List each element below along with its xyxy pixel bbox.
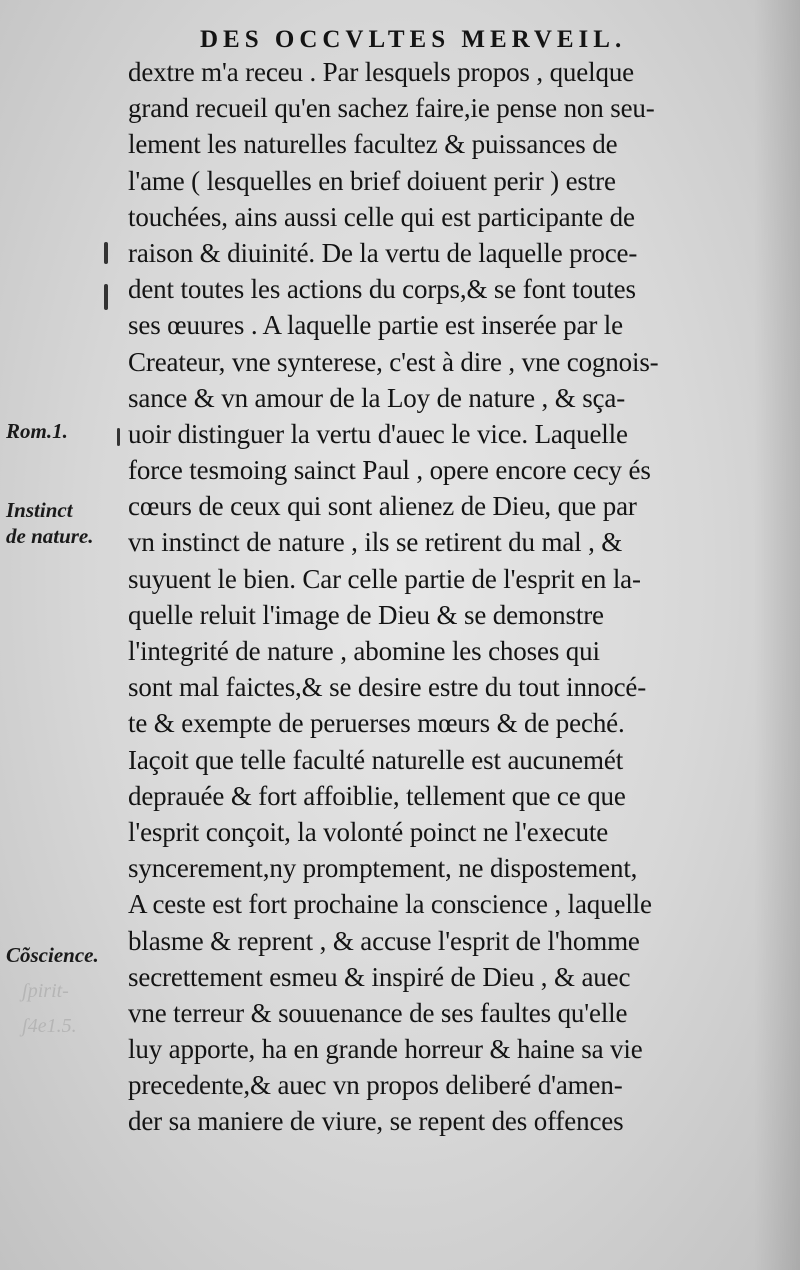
margin-bracket-mark [104, 242, 108, 264]
margin-note-instinct-line-2: de nature. [6, 524, 94, 548]
text-line: sance & vn amour de la Loy de nature , & sça- [128, 382, 626, 413]
text-line: raison & diuinité. De la vertu de laquelle proce- [128, 237, 638, 268]
text-line: der sa maniere de viure, se repent des offences [128, 1106, 624, 1137]
text-line: deprauée & fort affoiblie, tellement que ce que [128, 780, 626, 811]
text-line: Iaçoit que telle faculté naturelle est aucunemét [128, 744, 624, 775]
running-head: DES OCCVLTES MERVEIL. [200, 26, 627, 53]
margin-bracket-mark [117, 428, 120, 446]
bleed-through-text: ʃpirit- [22, 980, 69, 1002]
text-line: l'esprit conçoit, la volonté poinct ne l'execute [128, 816, 609, 847]
text-line: luy apporte, ha en grande horreur & haine sa vie [128, 1034, 643, 1065]
text-line: syncerement,ny promptement, ne dispostement, [128, 853, 638, 884]
text-line: blasme & reprent , & accuse l'esprit de l'homme [128, 925, 640, 956]
text-line: quelle reluit l'image de Dieu & se demonstre [128, 599, 604, 630]
text-line: uoir distinguer la vertu d'auec le vice. Laquelle [128, 418, 628, 449]
text-line: vne terreur & souuenance de ses faultes qu'elle [128, 997, 628, 1028]
text-line: ses œuures . A laquelle partie est inserée par le [128, 310, 623, 341]
text-line: A ceste est fort prochaine la conscience , laquelle [128, 889, 652, 920]
text-line: precedente,& auec vn propos deliberé d'amen- [128, 1070, 623, 1101]
text-line: dent toutes les actions du corps,& se font toutes [128, 274, 636, 305]
margin-note-conscience: Cõscience. [6, 943, 99, 967]
margin-note-instinct [6, 497, 126, 549]
text-line: lement les naturelles facultez & puissances de [128, 129, 618, 160]
text-line: sont mal faictes,& se desire estre du tout innocé- [128, 672, 647, 703]
text-line: secrettement esmeu & inspiré de Dieu , & auec [128, 961, 631, 992]
margin-bracket-mark [104, 284, 108, 310]
text-line: vn instinct de nature , ils se retirent du mal , & [128, 527, 623, 558]
text-line: touchées, ains aussi celle qui est participante de [128, 201, 635, 232]
text-line: force tesmoing sainct Paul , opere encore cecy és [128, 455, 651, 486]
text-line: dextre m'a receu . Par lesquels propos , quelque [128, 57, 634, 87]
bleed-through-text: ʃ4e1.5. [22, 1015, 77, 1037]
text-line: Createur, vne synterese, c'est à dire , vne cognois- [128, 346, 659, 377]
margin-note-instinct-line-1: Instinct [6, 498, 73, 522]
body-text [128, 54, 768, 1140]
text-line: suyuent le bien. Car celle partie de l'esprit en la- [128, 563, 641, 594]
margin-note-rom: Rom.1. [6, 419, 68, 443]
text-line: l'ame ( lesquelles en brief doiuent perir ) estre [128, 165, 616, 196]
text-line: grand recueil qu'en sachez faire,ie pense non seu- [128, 93, 655, 124]
text-line: l'integrité de nature , abomine les choses qui [128, 636, 600, 666]
text-line: cœurs de ceux qui sont alienez de Dieu, que par [128, 491, 637, 522]
text-line: te & exempte de peruerses mœurs & de peché. [128, 708, 625, 739]
